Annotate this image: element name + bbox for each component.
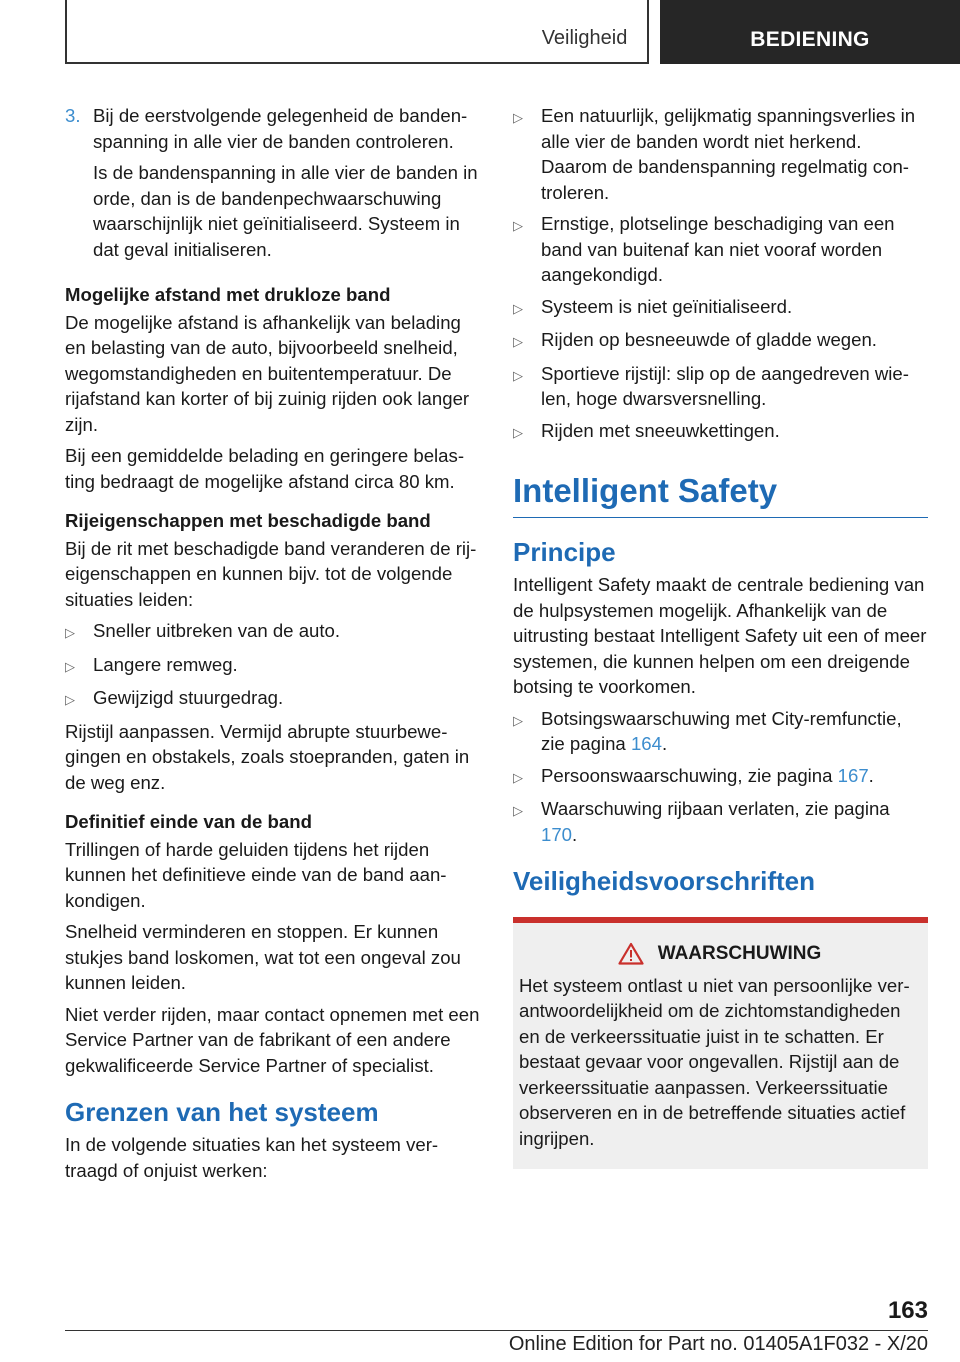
step-detail: Is de bandenspanning in alle vier de banden in orde, dan is de bandenpechwaarschuwing waarschijnlijk niet geïnitialiseerd. Systeem in dat geval initialiseren. [93, 162, 478, 260]
paragraph: De mogelijke afstand is afhankelijk van belading en belasting van de auto, bijvoorbeeld snelheid, wegomstandigheden en buitentemperatuur. De rijafstand kan korter of bij zuinig rijden ook langer zijn. [65, 311, 470, 435]
list-item [513, 763, 928, 791]
list-item [513, 361, 928, 412]
list-item [513, 294, 928, 322]
warning-title-text: WAARSCHUWING [657, 943, 822, 964]
list-item-text: Rijden met sneeuwkettingen. [541, 419, 780, 441]
heading-mogelijke-afstand: Mogelijke afstand met drukloze band [65, 284, 391, 305]
left-column [65, 103, 480, 1189]
right-column [513, 103, 928, 1169]
ref-end: . [661, 733, 668, 754]
list-item-text: Langere remweg. [93, 653, 238, 675]
ref-end: . [572, 823, 578, 845]
paragraph: Snelheid verminderen en stoppen. Er kunnen stukjes band loskomen, wat tot een ongeval zou kunnen leiden. [65, 921, 461, 993]
heading-definitief-einde: Definitief einde van de band [65, 811, 312, 832]
footer-edition: Online Edition for Part no. 01405A1F032 - X/20 [508, 1333, 928, 1355]
list-item [65, 685, 480, 713]
list-item-text: Sneller uitbreken van de auto. [93, 620, 341, 641]
list-item [65, 618, 480, 646]
header-rule [65, 62, 649, 64]
heading-principe: Principe [513, 537, 616, 567]
step-3 [65, 103, 480, 268]
paragraph: In de volgende situaties kan het systeem vertraagd of onjuist werken: [65, 1134, 439, 1181]
list-item-text [541, 706, 928, 757]
paragraph: Intelligent Safety maakt de centrale bediening van de hulpsystemen mogelijk. Afhankelijk van de uitrusting bestaat Intelligent Safety uit een of meer systemen, die kunnen helpen om een dreigende botsing te voorkomen. [513, 574, 927, 697]
footer-rule [65, 1330, 928, 1331]
triangle-bullet-icon: ▷ [65, 658, 75, 674]
page-link-167[interactable]: 167 [837, 764, 869, 786]
triangle-bullet-icon: ▷ [513, 334, 523, 349]
heading-intelligent-safety: Intelligent Safety [513, 471, 928, 518]
triangle-bullet-icon: ▷ [65, 625, 75, 640]
warning-triangle-icon [618, 942, 644, 965]
heading-veiligheidsvoorschriften: Veiligheidsvoorschriften [513, 866, 815, 896]
list-item-text: Systeem is niet geïnitialiseerd. [541, 295, 793, 317]
paragraph: Niet verder rijden, maar contact opnemen met een Service Partner van de fabrikant of een andere gekwalificeerde Service Partner of specialist. [65, 1003, 480, 1076]
list-item-text: Een natuurlijk, gelijkmatig spanningsverlies in alle vier de banden wordt niet herkend. Daarom de bandenspanning regelmatig controleren. [541, 105, 916, 203]
triangle-bullet-icon: ▷ [513, 300, 523, 316]
paragraph: Trillingen of harde geluiden tijdens het rijden kunnen het definitieve einde van de band aankondigen. [65, 838, 447, 911]
triangle-bullet-icon: ▷ [513, 110, 523, 125]
paragraph: Bij een gemiddelde belading en geringere belasting bedraagt de mogelijke afstand circa 80 km. [65, 445, 465, 492]
header-section-title: Veiligheid [541, 27, 628, 49]
triangle-bullet-icon: ▷ [513, 712, 523, 728]
heading-rijeigenschappen: Rijeigenschappen met beschadigde band [65, 510, 431, 531]
list-item [513, 418, 928, 446]
warning-box [513, 917, 928, 1169]
list-item [513, 796, 928, 847]
header-section-divider [647, 0, 649, 64]
header-left-line [65, 0, 67, 64]
triangle-bullet-icon: ▷ [513, 769, 523, 785]
list-item [513, 211, 928, 288]
list-item-text [541, 796, 928, 847]
ref-text: Botsingswaarschuwing met City-remfunctie, zie pagina [541, 707, 902, 754]
page-number: 163 [887, 1297, 928, 1324]
list-item-text: Sportieve rijstijl: slip op de aangedreven wielen, hoge dwarsversnelling. [541, 362, 909, 409]
warning-text: Het systeem ontlast u niet van persoonlijke verantwoordelijkheid om de zichtomstandigheden en de verkeerssituatie juist in te schatten. Er bestaat gevaar voor ongevallen. Rijstijl aan de verkeerssituatie aanpassen. Verkeerssituatie observeren en in de betreffende situaties actief ingrijpen. [519, 974, 910, 1149]
list-item-text [541, 763, 874, 791]
page-link-164[interactable]: 164 [630, 733, 662, 754]
page-link-170[interactable]: 170 [541, 823, 573, 845]
heading-grenzen-systeem: Grenzen van het systeem [65, 1097, 379, 1127]
ref-text: Waarschuwing rijbaan verlaten, zie pagina [541, 798, 890, 819]
list-item [513, 706, 928, 757]
list-item [65, 652, 480, 680]
list-item [513, 103, 928, 205]
list-item [513, 327, 928, 355]
ref-end: . [868, 764, 874, 786]
header-chapter-tab: BEDIENING [660, 0, 960, 64]
list-item-text: Gewijzigd stuurgedrag. [93, 687, 284, 708]
triangle-bullet-icon: ▷ [513, 803, 523, 818]
warning-title [519, 941, 920, 967]
ref-text: Persoonswaarschuwing, zie pagina [541, 764, 838, 786]
list-item-text: Rijden op besneeuwde of gladde wegen. [541, 329, 877, 350]
list-item-text: Ernstige, plotselinge beschadiging van een band van buitenaf kan niet vooraf worden aangekondigd. [541, 213, 895, 285]
step-text: Bij de eerstvolgende gelegenheid de bandenspanning in alle vier de banden controleren. [93, 105, 468, 152]
triangle-bullet-icon: ▷ [513, 367, 523, 383]
step-number: 3. [65, 105, 81, 126]
step-body [93, 103, 480, 268]
triangle-bullet-icon: ▷ [513, 424, 523, 440]
triangle-bullet-icon: ▷ [65, 692, 75, 707]
triangle-bullet-icon: ▷ [513, 218, 523, 233]
paragraph: Rijstijl aanpassen. Vermijd abrupte stuurbewegingen en obstakels, zoals stoepranden, gaten in de weg enz. [65, 720, 470, 793]
paragraph: Bij de rit met beschadigde band veranderen de rij-eigenschappen en kunnen bijv. tot de volgende situaties leiden: [65, 537, 477, 610]
